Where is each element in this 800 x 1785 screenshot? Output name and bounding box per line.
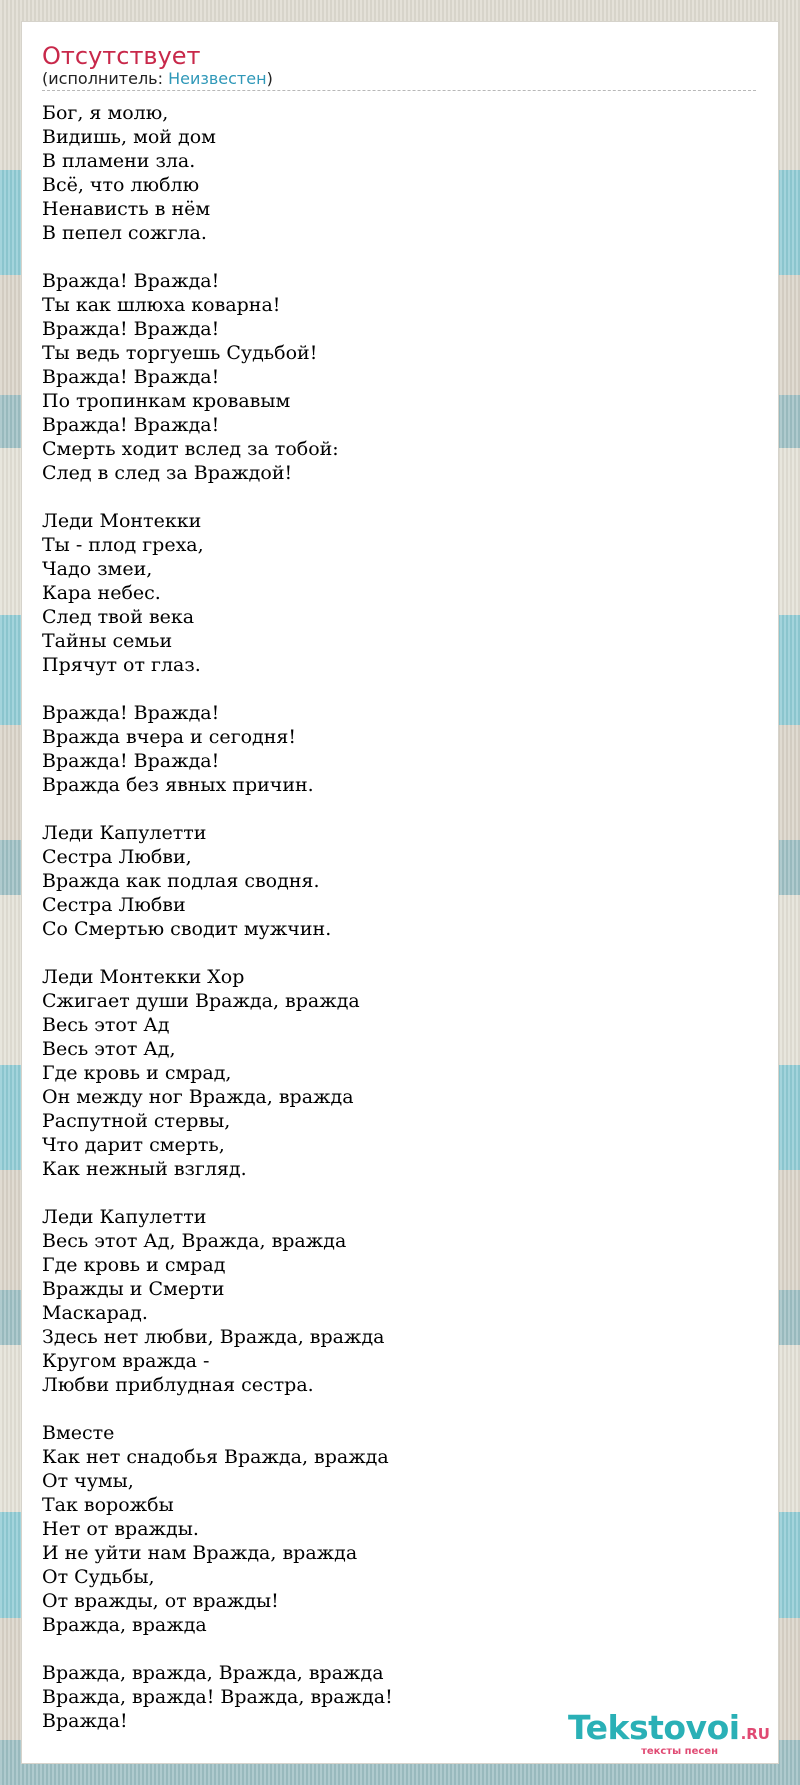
lyrics-body — [42, 101, 758, 1733]
lyric-line: Так ворожбы — [42, 1494, 174, 1516]
lyric-line: Сжигает души Вражда, вражда — [42, 990, 360, 1012]
lyric-line: От вражды, от вражды! — [42, 1590, 279, 1612]
lyric-line: И не уйти нам Вражда, вражда — [42, 1542, 358, 1564]
stanza-gap — [42, 485, 758, 509]
artist-suffix: ) — [266, 69, 273, 88]
lyric-line: Вражда как подлая сводня. — [42, 870, 320, 892]
lyric-line: В пепел сожгла. — [42, 222, 207, 244]
lyric-line: Вражда! Вражда! — [42, 702, 220, 724]
lyric-line: Что дарит смерть, — [42, 1134, 225, 1156]
lyric-line: Кругом вражда - — [42, 1350, 210, 1372]
lyric-line: Вражда вчера и сегодня! — [42, 726, 296, 748]
lyric-line: Весь этот Ад, Вражда, вражда — [42, 1230, 347, 1252]
stanza-gap — [42, 941, 758, 965]
lyric-line: Вражда, вражда, Вражда, вражда — [42, 1662, 384, 1684]
lyric-line: След твой века — [42, 606, 195, 628]
lyrics-card — [22, 22, 778, 1763]
stanza-gap — [42, 1181, 758, 1205]
lyric-line: Леди Капулетти — [42, 1206, 207, 1228]
artist-prefix: (исполнитель: — [42, 69, 169, 88]
song-title: Отсутствует — [42, 42, 201, 70]
site-logo[interactable] — [560, 1708, 770, 1757]
artist-line — [42, 70, 756, 91]
lyric-line: Бог, я молю, — [42, 102, 169, 124]
lyric-line: Здесь нет любви, Вражда, вражда — [42, 1326, 385, 1348]
lyric-line: Видишь, мой дом — [42, 126, 216, 148]
lyric-line: Тайны семьи — [42, 630, 173, 652]
lyric-line: Маскарад. — [42, 1302, 148, 1324]
lyric-line: Всё, что люблю — [42, 174, 200, 196]
artist-link[interactable]: Неизвестен — [168, 69, 267, 88]
lyric-line: Вражда! Вражда! — [42, 270, 220, 292]
lyric-line: Вражда, вражда — [42, 1614, 207, 1636]
lyric-line: Вражда! Вражда! — [42, 750, 220, 772]
lyric-line: Леди Монтекки Хор — [42, 966, 245, 988]
lyric-line: Леди Капулетти — [42, 822, 207, 844]
lyric-line: Кара небес. — [42, 582, 161, 604]
stanza-gap — [42, 1637, 758, 1661]
lyric-line: Он между ног Вражда, вражда — [42, 1086, 354, 1108]
lyric-line: Весь этот Ад — [42, 1014, 170, 1036]
lyric-line: Чадо змеи, — [42, 558, 153, 580]
logo-tld: .RU — [740, 1725, 770, 1743]
lyric-line: Ты как шлюха коварна! — [42, 294, 281, 316]
stanza-gap — [42, 245, 758, 269]
lyric-line: Нет от вражды. — [42, 1518, 199, 1540]
lyric-line: Ты ведь торгуешь Судьбой! — [42, 342, 318, 364]
lyric-line: След в след за Враждой! — [42, 462, 293, 484]
lyric-line: Вражда! Вражда! — [42, 318, 220, 340]
lyric-line: Вражда! — [42, 1710, 128, 1732]
lyric-line: От чумы, — [42, 1470, 134, 1492]
lyric-line: В пламени зла. — [42, 150, 196, 172]
lyric-line: Леди Монтекки — [42, 510, 202, 532]
lyric-line: Вражда! Вражда! — [42, 366, 220, 388]
lyric-line: Весь этот Ад, — [42, 1038, 176, 1060]
stanza-gap — [42, 1397, 758, 1421]
logo-tagline: тексты песен — [641, 1746, 718, 1757]
lyric-line: Где кровь и смрад — [42, 1254, 226, 1276]
lyric-line: Как нежный взгляд. — [42, 1158, 247, 1180]
logo-wordmark: Tekstovoi — [568, 1708, 740, 1747]
lyric-line: Сестра Любви — [42, 894, 186, 916]
lyric-line: Распутной стервы, — [42, 1110, 231, 1132]
lyric-line: Где кровь и смрад, — [42, 1062, 232, 1084]
lyric-line: Вражды и Смерти — [42, 1278, 225, 1300]
lyric-line: Сестра Любви, — [42, 846, 192, 868]
lyric-line: Вражда! Вражда! — [42, 414, 220, 436]
stanza-gap — [42, 677, 758, 701]
lyric-line: Как нет снадобья Вражда, вражда — [42, 1446, 389, 1468]
lyric-line: Ненависть в нём — [42, 198, 211, 220]
stanza-gap — [42, 797, 758, 821]
lyric-line: Ты - плод греха, — [42, 534, 204, 556]
lyric-line: По тропинкам кровавым — [42, 390, 291, 412]
lyric-line: Со Смертью сводит мужчин. — [42, 918, 332, 940]
lyric-line: От Судьбы, — [42, 1566, 155, 1588]
lyric-line: Любви приблудная сестра. — [42, 1374, 314, 1396]
lyric-line: Прячут от глаз. — [42, 654, 201, 676]
lyric-line: Вражда без явных причин. — [42, 774, 314, 796]
lyric-line: Вражда, вражда! Вражда, вражда! — [42, 1686, 393, 1708]
lyric-line: Смерть ходит вслед за тобой: — [42, 438, 339, 460]
lyric-line: Вместе — [42, 1422, 115, 1444]
